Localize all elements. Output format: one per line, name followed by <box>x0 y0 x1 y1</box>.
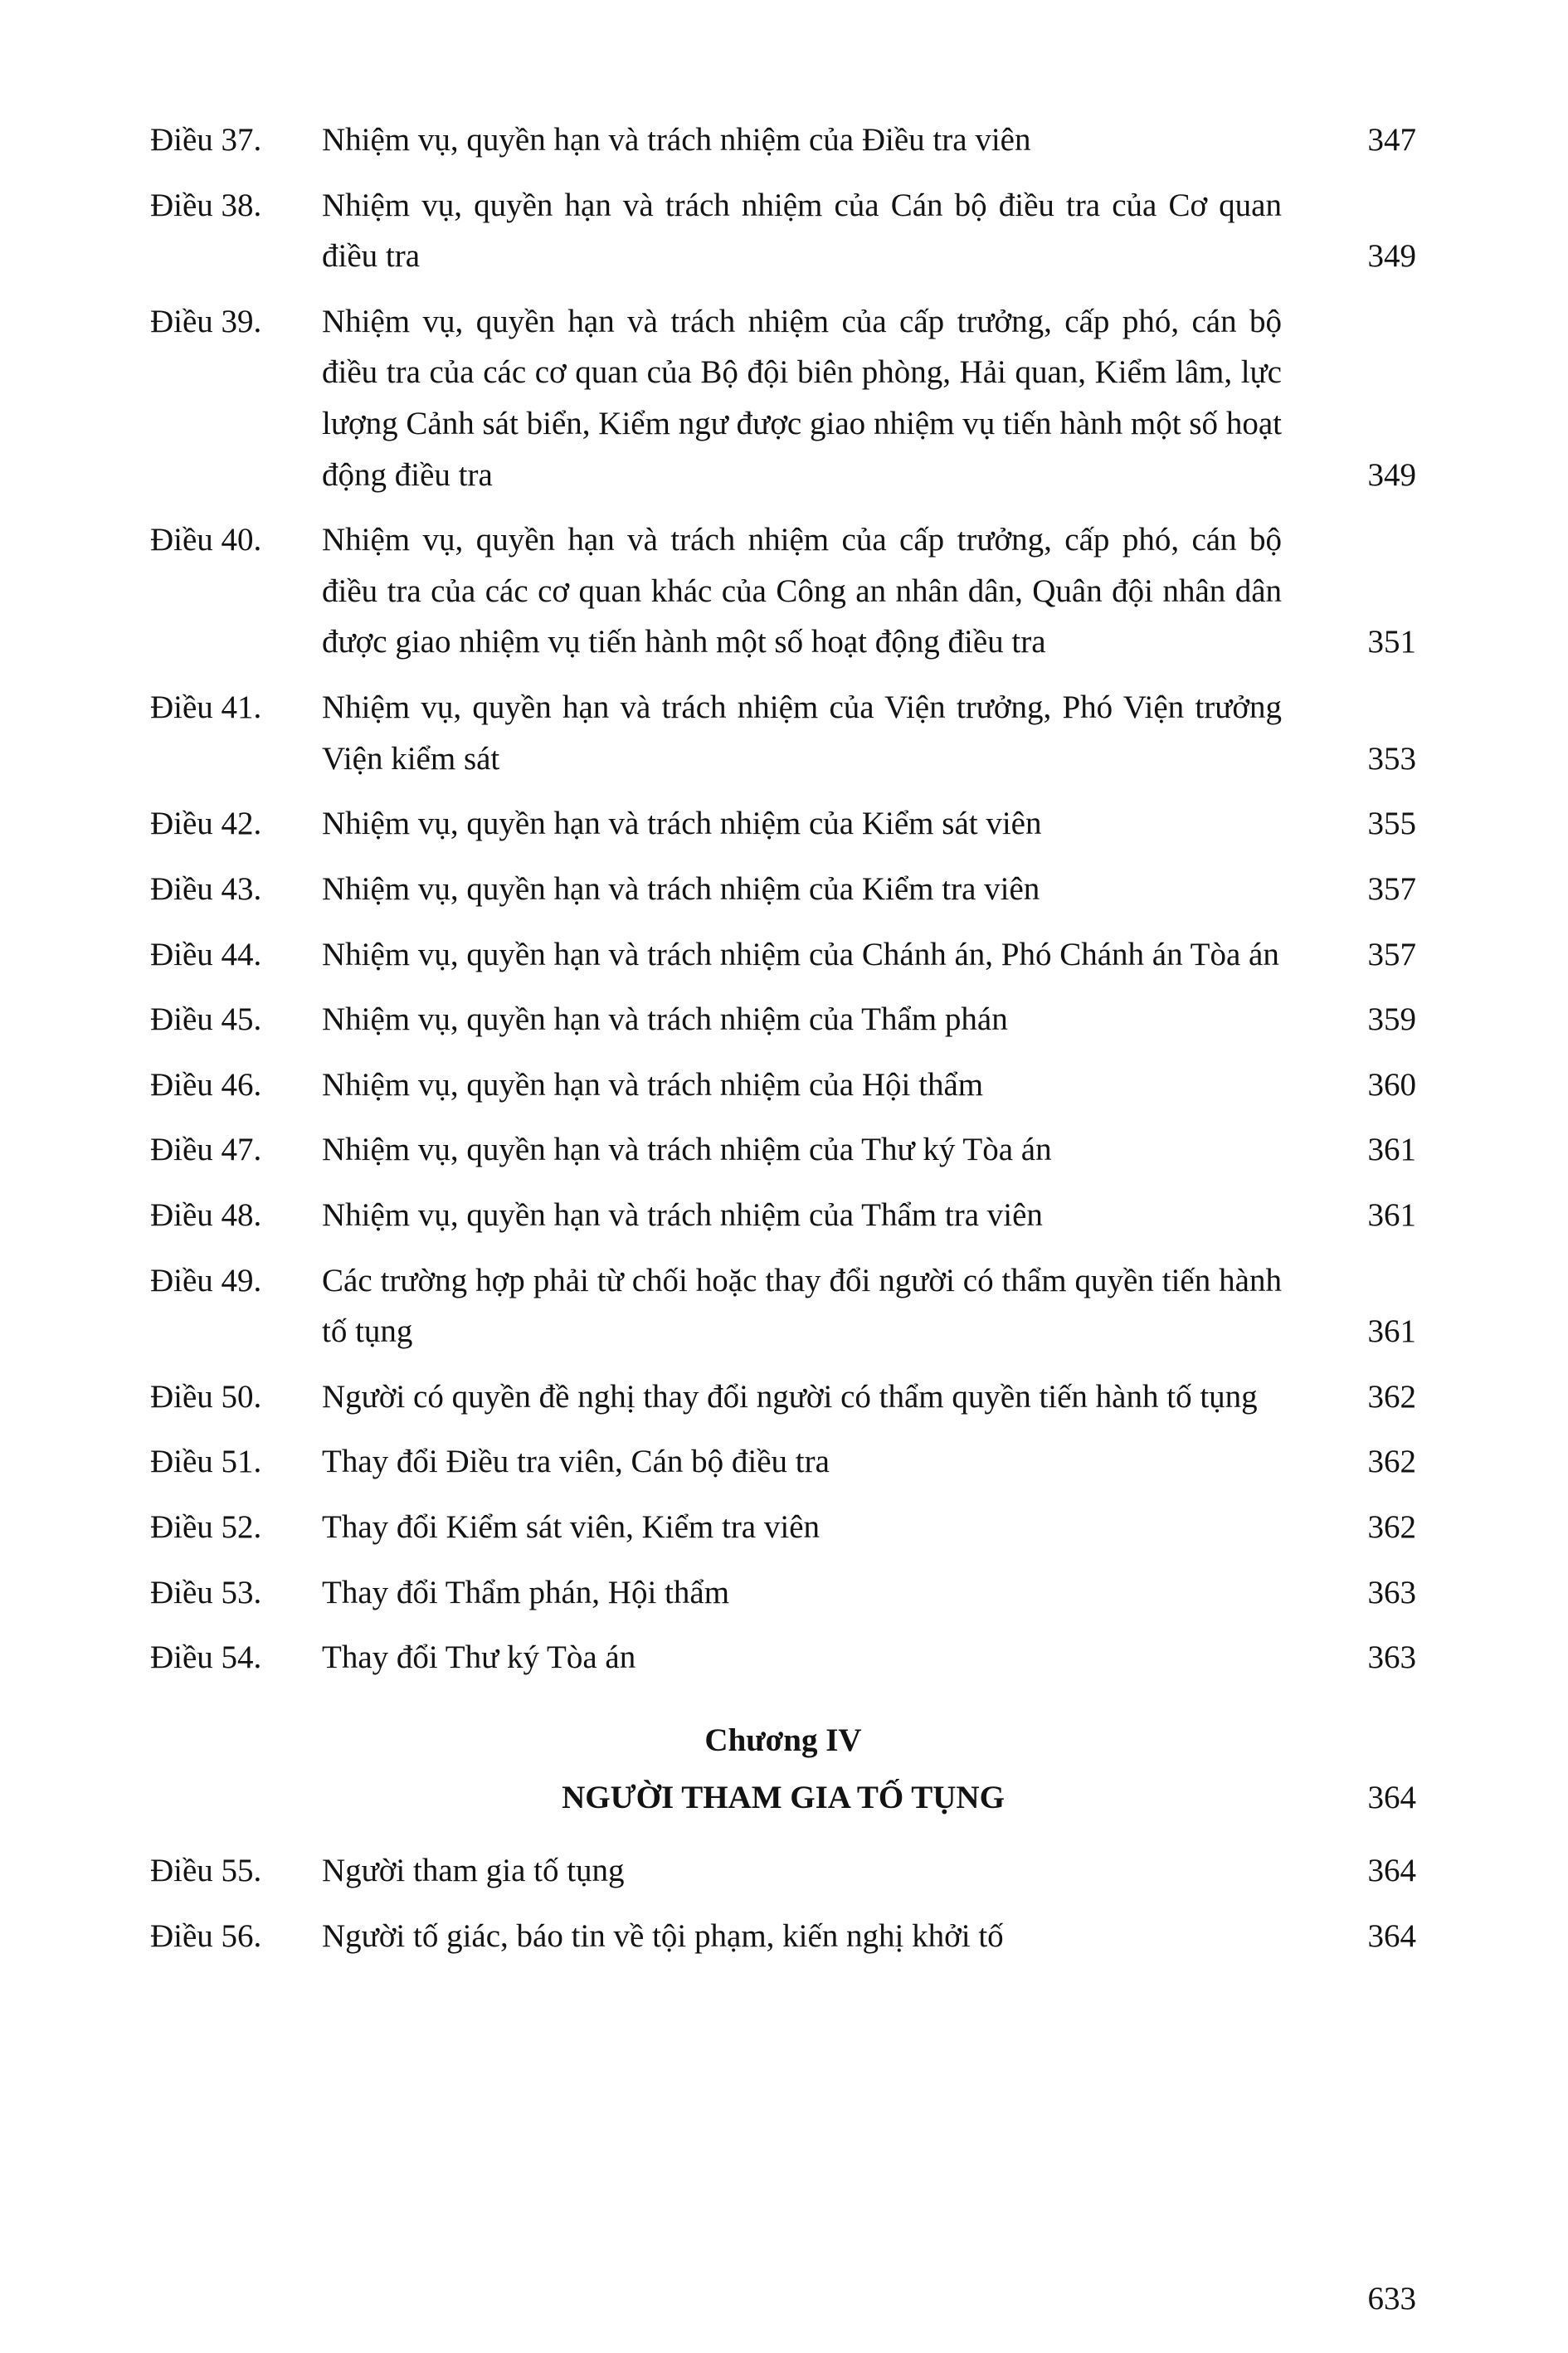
toc-entry <box>150 798 1416 850</box>
toc-entry-page-number: 347 <box>1367 122 1416 158</box>
toc-entry-article-number: Điều 39. <box>150 303 262 339</box>
toc-entry-page-number: 361 <box>1367 1196 1416 1233</box>
toc-entry-page-number: 362 <box>1367 1378 1416 1415</box>
toc-entry <box>150 1632 1416 1683</box>
toc-entry-article-number: Điều 46. <box>150 1066 262 1103</box>
toc-entry-article-number: Điều 50. <box>150 1378 262 1415</box>
toc-entry <box>150 180 1416 282</box>
toc-entry <box>150 1502 1416 1553</box>
chapter-page-number: 364 <box>1367 1780 1416 1816</box>
toc-entry <box>150 864 1416 915</box>
toc-entries-after-chapter <box>150 1845 1416 1961</box>
toc-entry-article-number: Điều 38. <box>150 187 262 223</box>
toc-entry-page-number: 355 <box>1367 806 1416 842</box>
toc-entry <box>150 1845 1416 1897</box>
toc-entry-title: Nhiệm vụ, quyền hạn và trách nhiệm của Kiểm sát viên <box>322 806 1042 842</box>
toc-entry-title: Nhiệm vụ, quyền hạn và trách nhiệm của cấp trưởng, cấp phó, cán bộ điều tra của các cơ quan của Bộ đội biên phòng, Hải quan, Kiểm lâm, lực lượng Cảnh sát biển, Kiểm ngư được giao nhiệm vụ tiến hành một số hoạt động điều tra <box>322 303 1282 493</box>
toc-entry-page-number: 349 <box>1367 456 1416 493</box>
toc-entry-title: Nhiệm vụ, quyền hạn và trách nhiệm của Hội thẩm <box>322 1066 984 1103</box>
toc-entry-page-number: 363 <box>1367 1639 1416 1676</box>
toc-entry-title: Nhiệm vụ, quyền hạn và trách nhiệm của Thẩm tra viên <box>322 1196 1043 1233</box>
toc-entry-page-number: 363 <box>1367 1574 1416 1610</box>
toc-entry-page-number: 360 <box>1367 1066 1416 1103</box>
toc-entry-article-number: Điều 56. <box>150 1917 262 1954</box>
toc-entry <box>150 114 1416 166</box>
toc-entry-title: Nhiệm vụ, quyền hạn và trách nhiệm của Thư ký Tòa án <box>322 1132 1052 1168</box>
toc-entry-title: Người tố giác, báo tin về tội phạm, kiến nghị khởi tố <box>322 1917 1004 1954</box>
chapter-heading <box>150 1715 1416 1824</box>
toc-entry-title: Nhiệm vụ, quyền hạn và trách nhiệm của Kiểm tra viên <box>322 870 1040 907</box>
toc-entry-page-number: 361 <box>1367 1313 1416 1350</box>
toc-entry-article-number: Điều 37. <box>150 122 262 158</box>
toc-entry-article-number: Điều 48. <box>150 1196 262 1233</box>
toc-entry-page-number: 357 <box>1367 870 1416 907</box>
toc-entry <box>150 994 1416 1045</box>
toc-entry-article-number: Điều 40. <box>150 522 262 558</box>
footer-page-number: 633 <box>1367 2281 1416 2317</box>
toc-entry-article-number: Điều 53. <box>150 1574 262 1610</box>
toc-entry-article-number: Điều 52. <box>150 1509 262 1546</box>
toc-entry-article-number: Điều 47. <box>150 1132 262 1168</box>
toc-entry-title: Thay đổi Điều tra viên, Cán bộ điều tra <box>322 1444 830 1480</box>
toc-entry <box>150 1255 1416 1357</box>
toc-entry-article-number: Điều 43. <box>150 870 262 907</box>
toc-entry <box>150 1436 1416 1488</box>
chapter-number: Chương IV <box>704 1722 862 1758</box>
toc-entry-page-number: 364 <box>1367 1853 1416 1889</box>
toc-entry-page-number: 361 <box>1367 1132 1416 1168</box>
toc-entry-article-number: Điều 54. <box>150 1639 262 1676</box>
toc-entry-title: Người có quyền đề nghị thay đổi người có thẩm quyền tiến hành tố tụng <box>322 1378 1258 1415</box>
toc-entry-page-number: 364 <box>1367 1917 1416 1954</box>
toc-entry-title: Nhiệm vụ, quyền hạn và trách nhiệm của Thẩm phán <box>322 1001 1008 1038</box>
toc-entry-article-number: Điều 49. <box>150 1262 262 1298</box>
toc-entry-page-number: 362 <box>1367 1509 1416 1546</box>
toc-entry-article-number: Điều 41. <box>150 689 262 726</box>
toc-entry-article-number: Điều 44. <box>150 936 262 972</box>
toc-entry <box>150 1371 1416 1423</box>
toc-entry-article-number: Điều 42. <box>150 806 262 842</box>
toc-entry <box>150 1190 1416 1241</box>
toc-entry-title: Thay đổi Thẩm phán, Hội thẩm <box>322 1574 730 1610</box>
toc-entry <box>150 682 1416 784</box>
toc-entry <box>150 1124 1416 1176</box>
chapter-title-row <box>150 1772 1416 1824</box>
toc-entry-article-number: Điều 51. <box>150 1444 262 1480</box>
toc-entry <box>150 1060 1416 1111</box>
toc-entry <box>150 514 1416 668</box>
toc-entry-page-number: 362 <box>1367 1444 1416 1480</box>
toc-entry <box>150 296 1416 500</box>
toc-entry-title: Nhiệm vụ, quyền hạn và trách nhiệm của Viện trưởng, Phó Viện trưởng Viện kiểm sát <box>322 689 1282 777</box>
toc-entry <box>150 1911 1416 1962</box>
toc-entry-title: Nhiệm vụ, quyền hạn và trách nhiệm của Chánh án, Phó Chánh án Tòa án <box>322 936 1279 972</box>
toc-entry-title: Thay đổi Kiểm sát viên, Kiểm tra viên <box>322 1509 821 1546</box>
toc-entry-article-number: Điều 55. <box>150 1853 262 1889</box>
toc-entry-article-number: Điều 45. <box>150 1001 262 1038</box>
toc-entry-title: Các trường hợp phải từ chối hoặc thay đổi người có thẩm quyền tiến hành tố tụng <box>322 1262 1282 1350</box>
toc-entry-title: Nhiệm vụ, quyền hạn và trách nhiệm của Cán bộ điều tra của Cơ quan điều tra <box>322 187 1282 275</box>
toc-entry-page-number: 351 <box>1367 624 1416 660</box>
toc-entry-title: Nhiệm vụ, quyền hạn và trách nhiệm của cấp trưởng, cấp phó, cán bộ điều tra của các cơ quan khác của Công an nhân dân, Quân đội nhân dân được giao nhiệm vụ tiến hành một số hoạt động điều tra <box>322 522 1282 660</box>
toc-entry <box>150 1567 1416 1619</box>
toc-entry-page-number: 359 <box>1367 1001 1416 1038</box>
toc-entry-title: Nhiệm vụ, quyền hạn và trách nhiệm của Điều tra viên <box>322 122 1031 158</box>
toc-entries-before-chapter <box>150 114 1416 1683</box>
toc-entry-page-number: 353 <box>1367 740 1416 777</box>
toc-entry-page-number: 349 <box>1367 238 1416 275</box>
toc-entry-title: Thay đổi Thư ký Tòa án <box>322 1639 636 1676</box>
toc-entry <box>150 929 1416 981</box>
toc-entry-page-number: 357 <box>1367 936 1416 972</box>
toc-entry-title: Người tham gia tố tụng <box>322 1853 625 1889</box>
chapter-title: NGƯỜI THAM GIA TỐ TỤNG <box>562 1780 1005 1816</box>
